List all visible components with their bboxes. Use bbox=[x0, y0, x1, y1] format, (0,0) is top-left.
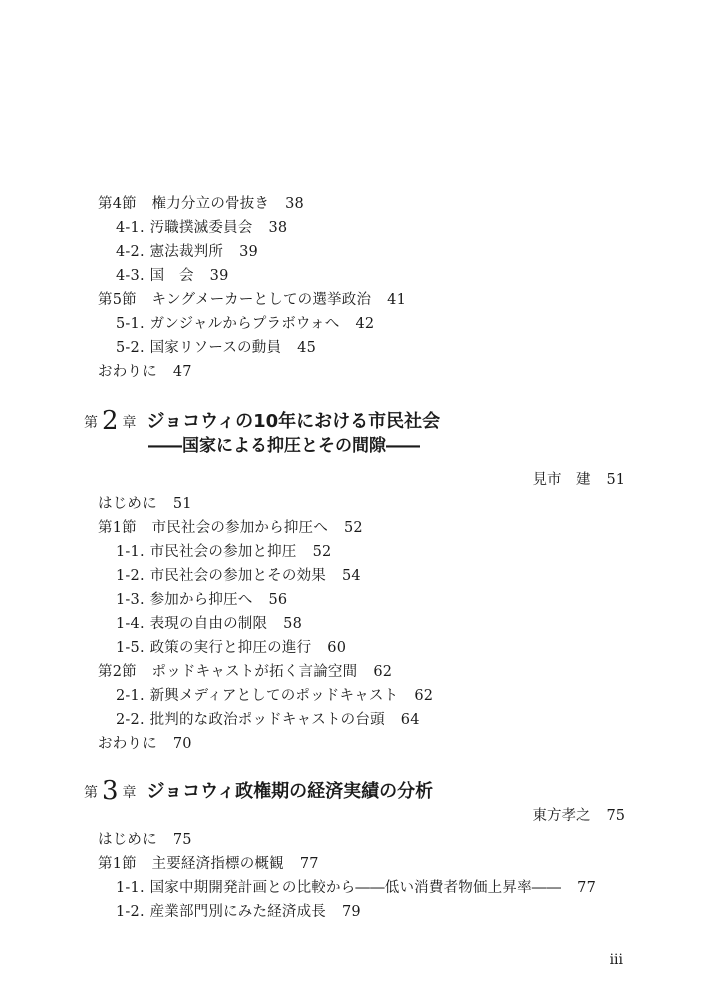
toc-entry: 1-2. 産業部門別にみた経済成長 79 bbox=[116, 904, 361, 920]
toc-entry: 第2節 ポッドキャストが拓く言論空間 62 bbox=[98, 664, 393, 680]
page-ref: 45 bbox=[297, 340, 317, 356]
page-ref: 38 bbox=[268, 220, 288, 236]
chapter-author: 東方孝之 75 bbox=[532, 808, 625, 824]
page-ref: 70 bbox=[172, 736, 192, 752]
page-ref: 41 bbox=[387, 292, 407, 308]
page-ref: 75 bbox=[606, 808, 625, 824]
page-ref: 54 bbox=[341, 568, 361, 584]
page-ref: 56 bbox=[268, 592, 288, 608]
page-ref: 52 bbox=[312, 544, 332, 560]
page-ref: 62 bbox=[414, 688, 434, 704]
toc-entry: 1-5. 政策の実行と抑圧の進行 60 bbox=[116, 640, 347, 656]
page-ref: 42 bbox=[355, 316, 375, 332]
chapter-title: ジョコウィの10年における市民社会 bbox=[146, 411, 441, 432]
toc-entry: 第1節 主要経済指標の概観 77 bbox=[98, 856, 319, 872]
page-ref: 58 bbox=[283, 616, 303, 632]
toc-entry: 第4節 権力分立の骨抜き 38 bbox=[98, 196, 304, 212]
toc-entry: 2-1. 新興メディアとしてのポッドキャスト 62 bbox=[116, 688, 434, 704]
page-ref: 47 bbox=[172, 364, 192, 380]
chapter-heading: 第 3 章 ジョコウィ政権期の経済実績の分析 bbox=[84, 776, 434, 806]
chapter-heading: 第 2 章 ジョコウィの10年における市民社会 bbox=[84, 406, 441, 436]
toc-entry: はじめに 51 bbox=[98, 496, 192, 512]
page-ref: 38 bbox=[285, 196, 304, 212]
page-ref: 75 bbox=[172, 832, 192, 848]
toc-entry: 1-4. 表現の自由の制限 58 bbox=[116, 616, 303, 632]
toc-entry: 第5節 キングメーカーとしての選挙政治 41 bbox=[98, 292, 407, 308]
toc-entry: 1-1. 国家中期開発計画との比較から――低い消費者物価上昇率―― 77 bbox=[116, 880, 597, 896]
page-ref: 62 bbox=[373, 664, 393, 680]
chapter-author: 見市 建 51 bbox=[532, 472, 625, 488]
page-ref: 60 bbox=[327, 640, 347, 656]
chapter-title: ジョコウィ政権期の経済実績の分析 bbox=[146, 781, 434, 802]
page-ref: 79 bbox=[341, 904, 361, 920]
page-number: iii bbox=[609, 952, 623, 968]
toc-entry: 4-2. 憲法裁判所 39 bbox=[116, 244, 258, 260]
toc-entry: 1-3. 参加から抑圧へ 56 bbox=[116, 592, 288, 608]
page-ref: 77 bbox=[299, 856, 319, 872]
page-ref: 77 bbox=[577, 880, 597, 896]
toc-entry: おわりに 47 bbox=[98, 364, 192, 380]
page-ref: 51 bbox=[172, 496, 192, 512]
toc-entry: 4-3. 国 会 39 bbox=[116, 268, 229, 284]
toc-entry: 第1節 市民社会の参加から抑圧へ 52 bbox=[98, 520, 363, 536]
page-ref: 39 bbox=[209, 268, 229, 284]
toc-entry: 1-2. 市民社会の参加とその効果 54 bbox=[116, 568, 361, 584]
chapter-subtitle: ――国家による抑圧とその間隙―― bbox=[148, 436, 420, 456]
toc-entry: 1-1. 市民社会の参加と抑圧 52 bbox=[116, 544, 332, 560]
toc-entry: おわりに 70 bbox=[98, 736, 192, 752]
page-ref: 64 bbox=[400, 712, 420, 728]
page-ref: 51 bbox=[606, 472, 625, 488]
chapter-number: 2 bbox=[102, 406, 119, 436]
toc-entry: 4-1. 汚職撲滅委員会 38 bbox=[116, 220, 288, 236]
toc-entry: はじめに 75 bbox=[98, 832, 192, 848]
toc-entry: 5-1. ガンジャルからプラボウォへ 42 bbox=[116, 316, 375, 332]
toc-entry: 5-2. 国家リソースの動員 45 bbox=[116, 340, 317, 356]
toc-entry: 2-2. 批判的な政治ポッドキャストの台頭 64 bbox=[116, 712, 420, 728]
chapter-number: 3 bbox=[102, 776, 119, 806]
page-ref: 39 bbox=[239, 244, 258, 260]
page-ref: 52 bbox=[343, 520, 363, 536]
